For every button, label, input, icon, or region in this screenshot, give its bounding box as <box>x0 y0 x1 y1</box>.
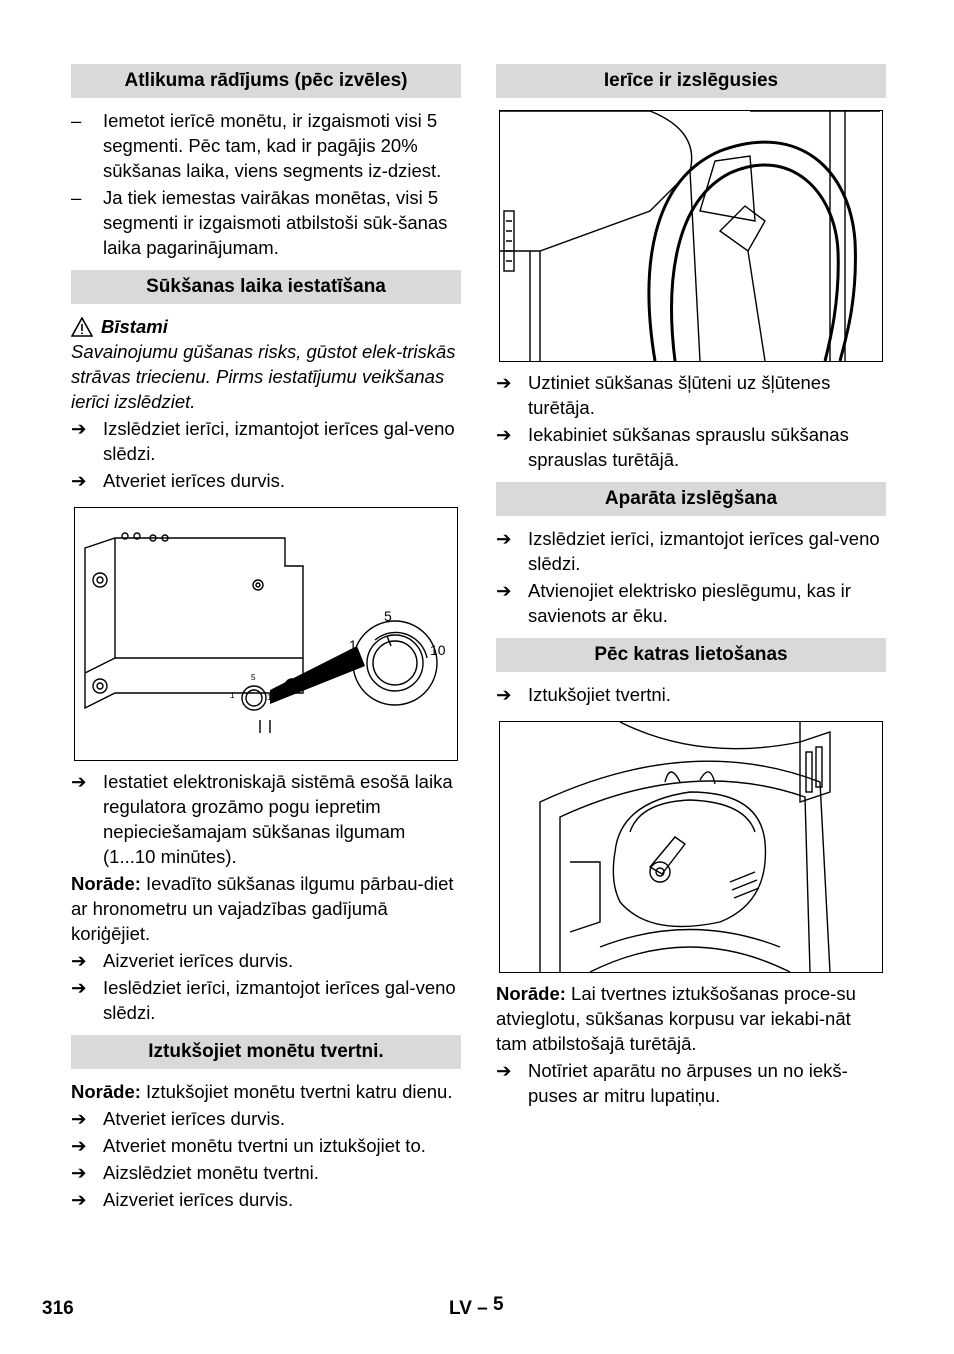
arrow-icon: ➔ <box>496 528 512 549</box>
page-number: 316 <box>42 1298 74 1319</box>
list-item: ➔ Atvienojiet elektrisko pieslēgumu, kas ir savienots ar ēku. <box>496 580 851 626</box>
dial-label-one-small: 1 <box>230 691 235 700</box>
list-item: – Iemetot ierīcē monētu, ir izgaismoti visi 5 segmenti. Pēc tam, kad ir pagājis 20% sūkšanas laika, viens segments iz-dziest. <box>71 110 442 181</box>
dash-marker: – <box>71 110 82 131</box>
section-heading-shutdown: Aparāta izslēgšana <box>496 482 886 516</box>
list-item: ➔ Iekabiniet sūkšanas sprauslu sūkšanas sprauslas turētājā. <box>496 424 849 470</box>
list-item: ➔ Iestatiet elektroniskajā sistēmā esošā laika regulatora grozāmo pogu iepretim nepieciešamajam sūkšanas ilgumam (1...10 minūtes). <box>71 771 453 867</box>
list-item: ➔ Aizveriet ierīces durvis. <box>71 1189 294 1210</box>
arrow-icon: ➔ <box>71 1135 87 1156</box>
list-item: ➔ Izslēdziet ierīci, izmantojot ierīces gal-veno slēdzi. <box>71 418 455 464</box>
list-item: ➔ Atveriet monētu tvertni un iztukšojiet to. <box>71 1135 426 1156</box>
arrow-icon: ➔ <box>496 424 512 445</box>
arrow-icon: ➔ <box>496 372 512 393</box>
dial-label-ten: 10 <box>430 642 446 658</box>
note-paragraph: Norāde: Lai tvertnes iztukšošanas proce-su atvieglotu, sūkšanas korpusu var iekabi-nāt tam atbilstošajā turētājā. <box>496 983 856 1054</box>
list-item: ➔ Iztukšojiet tvertni. <box>496 684 671 705</box>
list-item: ➔ Uztiniet sūkšanas šļūteni uz šļūtenes turētāja. <box>496 372 831 418</box>
left-column <box>71 64 461 1214</box>
section-heading-setting: Sūkšanas laika iestatīšana <box>71 270 461 304</box>
dash-marker: – <box>71 187 82 208</box>
arrow-icon: ➔ <box>71 1162 87 1183</box>
list-item: – Ja tiek iemestas vairākas monētas, visi 5 segmenti ir izgaismoti atbilstoši sūk-šanas laika pagarinājumam. <box>71 187 448 258</box>
arrow-icon: ➔ <box>71 1108 87 1129</box>
list-item: ➔ Izslēdziet ierīci, izmantojot ierīces gal-veno slēdzi. <box>496 528 880 574</box>
right-column <box>496 64 886 1110</box>
hose-holder-figure <box>499 110 883 362</box>
arrow-icon: ➔ <box>71 977 87 998</box>
arrow-icon: ➔ <box>71 418 87 439</box>
arrow-icon: ➔ <box>71 470 87 491</box>
arrow-icon: ➔ <box>496 1060 512 1081</box>
section-heading-after-use: Pēc katras lietošanas <box>496 638 886 672</box>
list-item: ➔ Notīriet aparātu no ārpuses un no iekš-puses ar mitru lupatiņu. <box>496 1060 848 1106</box>
danger-label: Bīstami <box>71 314 461 339</box>
note-paragraph: Norāde: Ievadīto sūkšanas ilgumu pārbau-diet ar hronometru un vajadzības gadījumā koriģējiet. <box>71 873 454 944</box>
danger-text: Savainojumu gūšanas risks, gūstot elek-triskās strāvas triecienu. Pirms iestatījumu veikšanas ierīci izslēdziet. <box>71 341 456 412</box>
arrow-icon: ➔ <box>71 950 87 971</box>
section-heading-coin: Iztukšojiet monētu tvertni. <box>71 1035 461 1069</box>
list-item: ➔ Atveriet ierīces durvis. <box>71 470 285 491</box>
arrow-icon: ➔ <box>496 684 512 705</box>
list-item: ➔ Ieslēdziet ierīci, izmantojot ierīces gal-veno slēdzi. <box>71 977 456 1023</box>
warning-triangle-icon <box>71 317 93 337</box>
list-item: ➔ Atveriet ierīces durvis. <box>71 1108 285 1129</box>
dial-label-five: 5 <box>384 608 392 624</box>
list-item: ➔ Aizveriet ierīces durvis. <box>71 950 294 971</box>
arrow-icon: ➔ <box>71 1189 87 1210</box>
list-item: ➔ Aizslēdziet monētu tvertni. <box>71 1162 319 1183</box>
dial-label-ten-small: 10 <box>267 693 276 702</box>
section-heading-remaining: Atlikuma rādījums (pēc izvēles) <box>71 64 461 98</box>
arrow-icon: ➔ <box>71 771 87 792</box>
footer-language: LV – 5 <box>449 1294 504 1319</box>
dial-label-five-small: 5 <box>251 673 256 682</box>
dial-label-one: 1 <box>349 637 357 653</box>
note-paragraph: Norāde: Iztukšojiet monētu tvertni katru dienu. <box>71 1081 453 1102</box>
section-heading-off: Ierīce ir izslēgusies <box>496 64 886 98</box>
container-emptying-figure <box>499 721 883 973</box>
timer-regulator-figure <box>74 507 458 761</box>
arrow-icon: ➔ <box>496 580 512 601</box>
